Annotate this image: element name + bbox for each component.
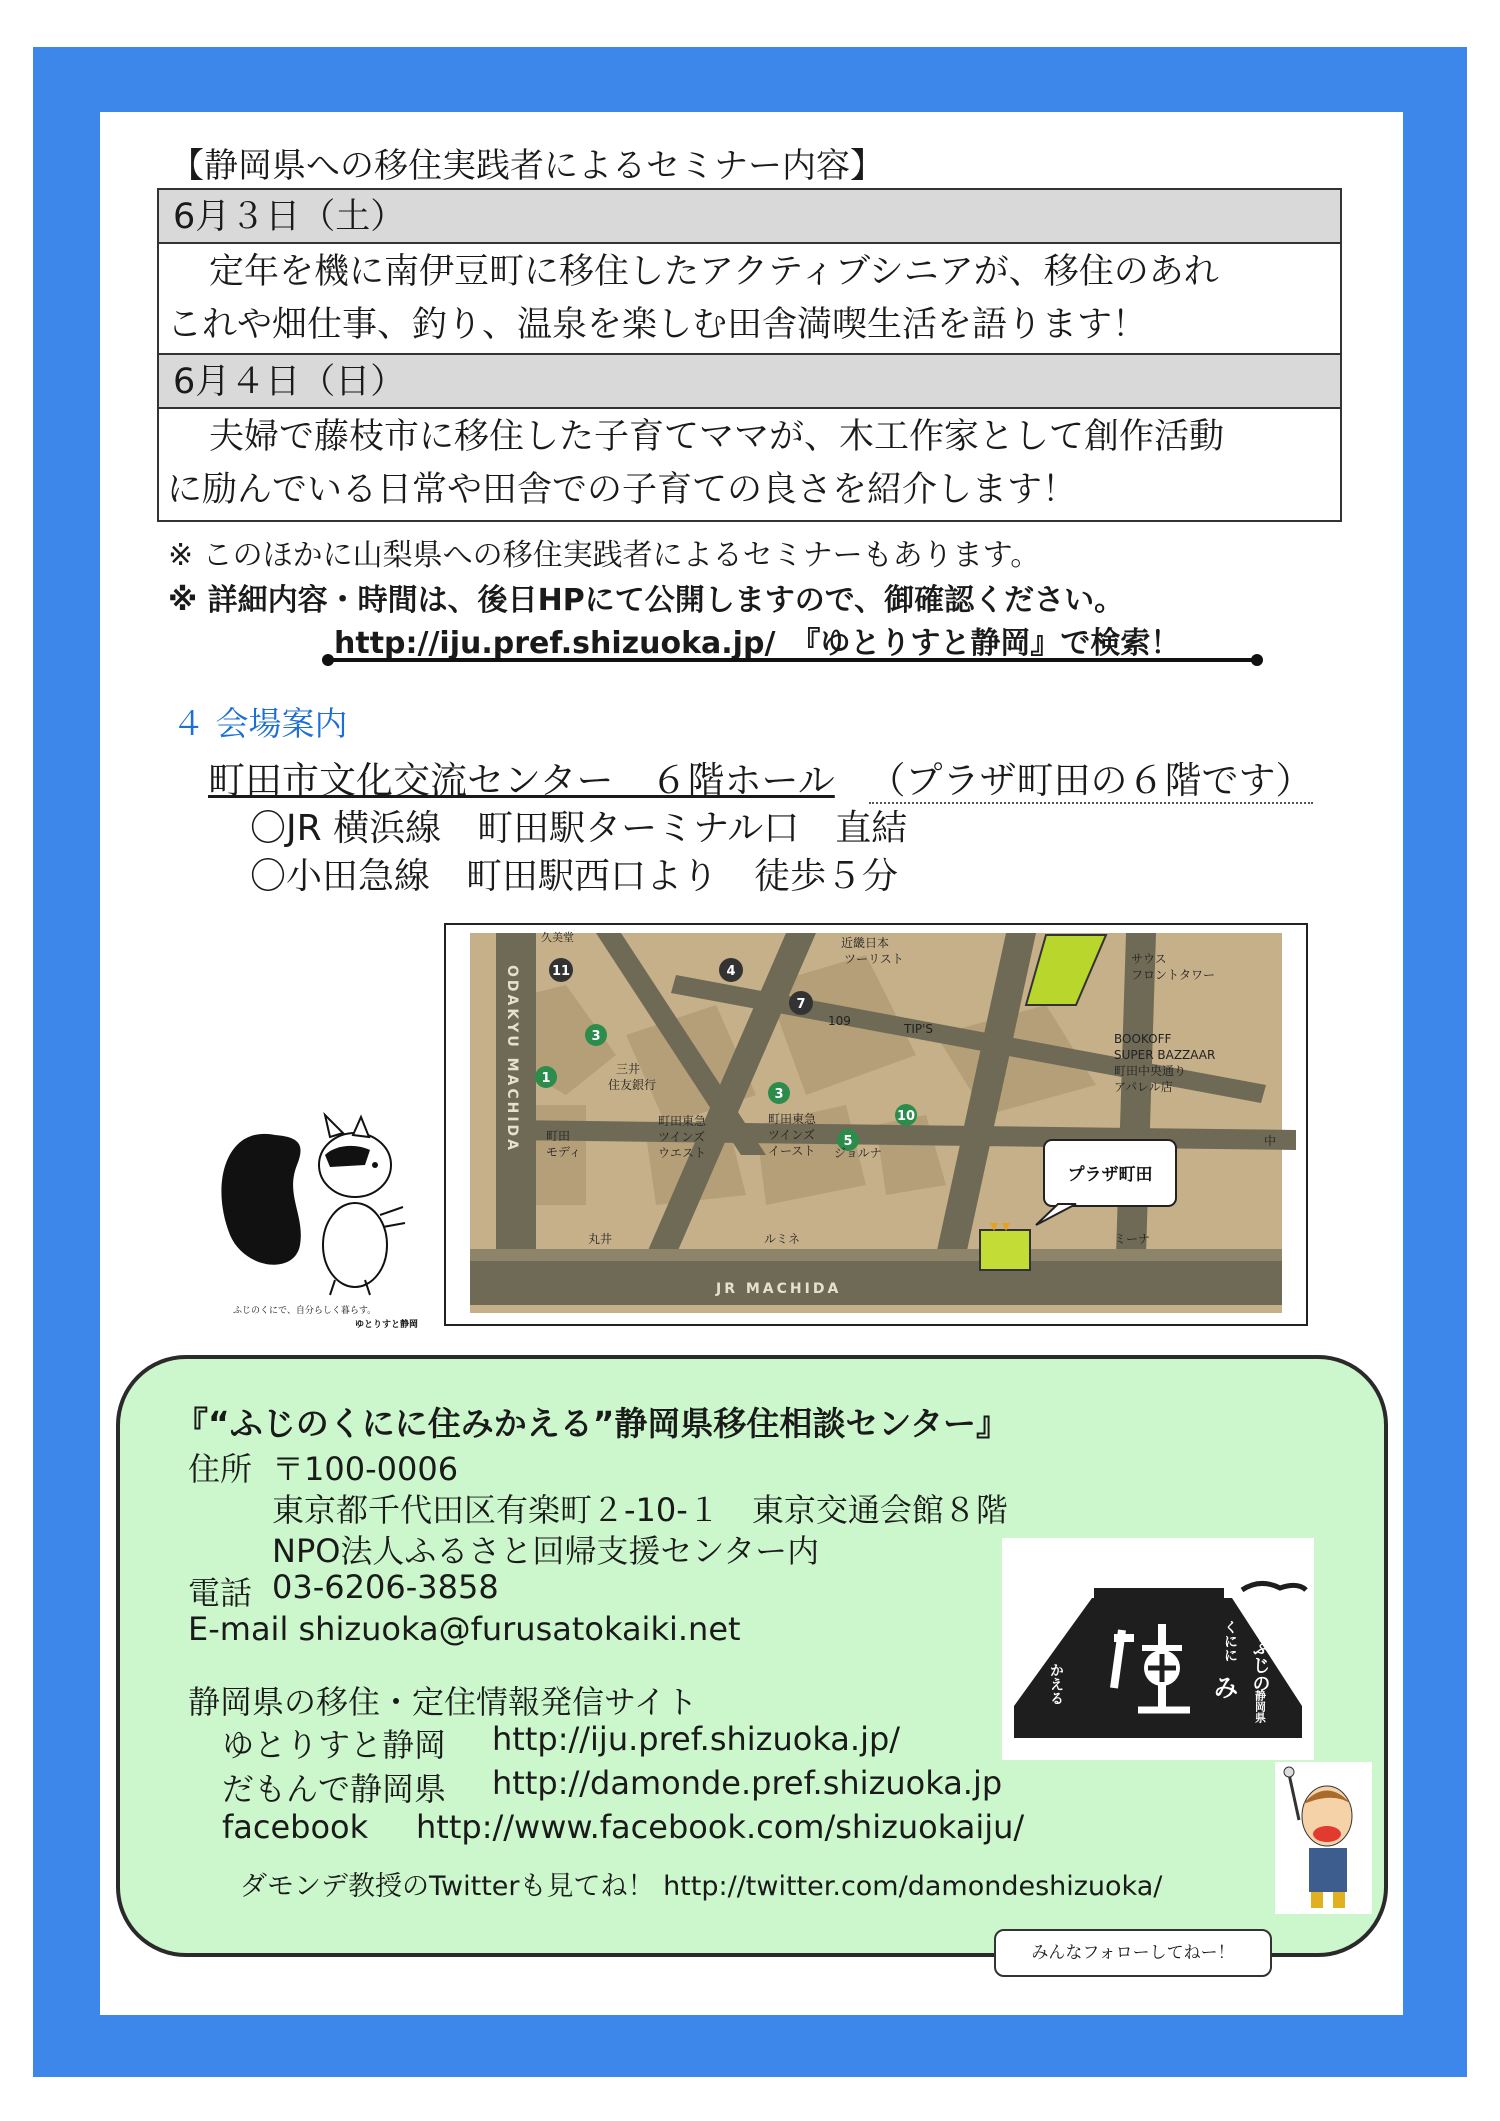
squirrel-caption: ふじのくにで、自分らしく暮らす。 — [233, 1306, 377, 1316]
postal-code: 〒100-0006 — [272, 1450, 459, 1488]
svg-text:アパレル店: アパレル店 — [1114, 1080, 1173, 1094]
twitter-line[interactable]: ダモンデ教授のTwitterも見てね！ http://twitter.com/damondeshizuoka/ — [240, 1871, 1163, 1902]
svg-text:BOOKOFF: BOOKOFF — [1114, 1032, 1172, 1046]
logo-text-pref: 静岡県 — [1253, 1690, 1267, 1723]
svg-text:ツインズ: ツインズ — [768, 1128, 816, 1142]
venue-note: （プラザ町田の６階です） — [868, 759, 1313, 802]
map-label-tips: TIP'S — [904, 1022, 934, 1036]
address-line2: NPO法人ふるさと回帰支援センター内 — [272, 1532, 820, 1570]
site-link[interactable]: http://www.facebook.com/shizuokaiju/ — [416, 1808, 1025, 1846]
svg-text:5: 5 — [843, 1134, 853, 1149]
svg-text:モディ: モディ — [546, 1145, 582, 1159]
seminar-table — [157, 188, 1342, 522]
follow-speech-bubble: みんなフォローしてねー！ — [994, 1929, 1272, 1977]
svg-text:10: 10 — [896, 1109, 916, 1124]
section-title-venue: ４ 会場案内 — [172, 704, 348, 743]
squirrel-mascot-image — [205, 1095, 430, 1330]
map-label-109: 109 — [828, 1014, 851, 1028]
map-label-jorna: ジョルナ — [834, 1146, 882, 1160]
svg-text:町田: 町田 — [546, 1129, 571, 1143]
svg-text:町田中央通り: 町田中央通り — [1114, 1064, 1187, 1078]
map-label-lumine: ルミネ — [764, 1232, 801, 1246]
logo-text-mi: み — [1214, 1674, 1238, 1702]
svg-text:1: 1 — [541, 1071, 551, 1086]
url-underline — [320, 652, 1265, 668]
session-description: 定年を機に南伊豆町に移住したアクティブシニアが、移住のあれ これや畑仕事、釣り、温泉を楽しむ田舎満喫生活を語ります！ — [159, 244, 1340, 355]
sumikaeru-logo — [1002, 1538, 1314, 1760]
venue-name: 町田市文化交流センター ６階ホール — [208, 759, 835, 802]
svg-text:三井: 三井 — [616, 1062, 641, 1076]
map-label-naka: 中 — [1264, 1134, 1277, 1148]
svg-text:町田東急: 町田東急 — [768, 1112, 817, 1126]
access-odakyu: 〇小田急線 町田駅西口より 徒歩５分 — [250, 856, 899, 897]
svg-text:SUPER BAZZAAR: SUPER BAZZAAR — [1114, 1048, 1216, 1062]
svg-text:4: 4 — [726, 964, 736, 979]
access-jr: 〇JR 横浜線 町田駅ターミナル口 直結 — [250, 808, 908, 849]
svg-text:7: 7 — [796, 997, 806, 1012]
svg-text:3: 3 — [591, 1029, 601, 1044]
site-link[interactable]: http://damonde.pref.shizuoka.jp — [492, 1764, 1003, 1802]
svg-text:3: 3 — [774, 1087, 784, 1102]
site-name: facebook — [222, 1808, 369, 1846]
session-description: 夫婦で藤枝市に移住した子育てママが、木工作家として創作活動 に励んでいる日常や田舎での子育ての良さを紹介します！ — [167, 417, 1225, 510]
address-line1: 東京都千代田区有楽町２-10-１ 東京交通会館８階 — [272, 1491, 1008, 1529]
svg-text:ウエスト: ウエスト — [658, 1146, 707, 1160]
map-label-odakyu: ODAKYU MACHIDA — [504, 965, 520, 1154]
map-label-marui: 丸井 — [588, 1232, 613, 1246]
professor-mascot-image — [1275, 1762, 1372, 1914]
map-graphic — [446, 925, 1306, 1324]
search-url-line[interactable]: http://iju.pref.shizuoka.jp/ 『ゆとりすと静岡』で検索！ — [334, 626, 1181, 661]
svg-text:フロントタワー: フロントタワー — [1131, 968, 1216, 982]
svg-text:ツインズ: ツインズ — [658, 1130, 706, 1144]
tel-number[interactable]: 03-6206-3858 — [272, 1568, 499, 1606]
svg-text:イースト: イースト — [768, 1144, 816, 1158]
map-label-mina: ミーナ — [1114, 1232, 1151, 1246]
svg-text:サウス: サウス — [1131, 952, 1167, 966]
logo-text-kuni: くにに — [1222, 1620, 1238, 1662]
note-details: ※ 詳細内容・時間は、後日HPにて公開しますので、御確認ください。 — [168, 583, 1125, 618]
email-line[interactable]: E-mail shizuoka@furusatokaiki.net — [188, 1610, 741, 1648]
note-other-seminar: ※ このほかに山梨県への移住実践者によるセミナーもあります。 — [168, 538, 1041, 573]
session-date: 6月４日（日） — [159, 355, 1340, 409]
sites-heading: 静岡県の移住・定住情報発信サイト — [188, 1683, 698, 1721]
svg-text:11: 11 — [551, 964, 571, 979]
site-link[interactable]: http://iju.pref.shizuoka.jp/ — [492, 1720, 901, 1758]
contact-title: 『“ふじのくにに住みかえる”静岡県移住相談センター』 — [175, 1404, 1010, 1443]
svg-text:住友銀行: 住友銀行 — [608, 1078, 657, 1092]
map-label-kyu: 久美堂 — [541, 931, 574, 944]
venue-name-line — [208, 750, 1313, 804]
squirrel-caption-brand: ゆとりすと静岡 — [355, 1320, 419, 1330]
svg-text:ツーリスト: ツーリスト — [844, 952, 904, 966]
site-name: ゆとりすと静岡 — [222, 1726, 447, 1764]
seminar-heading: 【静岡県への移住実践者によるセミナー内容】 — [170, 146, 884, 186]
session-date: 6月３日（土） — [159, 190, 1340, 244]
logo-text-kae: かえる — [1048, 1663, 1064, 1705]
map-callout-plaza: プラザ町田 — [1067, 1165, 1153, 1185]
venue-map — [444, 923, 1308, 1326]
map-label-jr: JR MACHIDA — [716, 1281, 842, 1297]
map-label-kinki: 近畿日本 — [841, 936, 890, 950]
svg-text:町田東急: 町田東急 — [658, 1114, 707, 1128]
tel-label: 電話 — [188, 1574, 253, 1612]
logo-text-fuji: ふじの — [1249, 1638, 1271, 1692]
site-name: だもんで静岡県 — [222, 1770, 447, 1808]
address-label: 住所 — [188, 1450, 253, 1488]
